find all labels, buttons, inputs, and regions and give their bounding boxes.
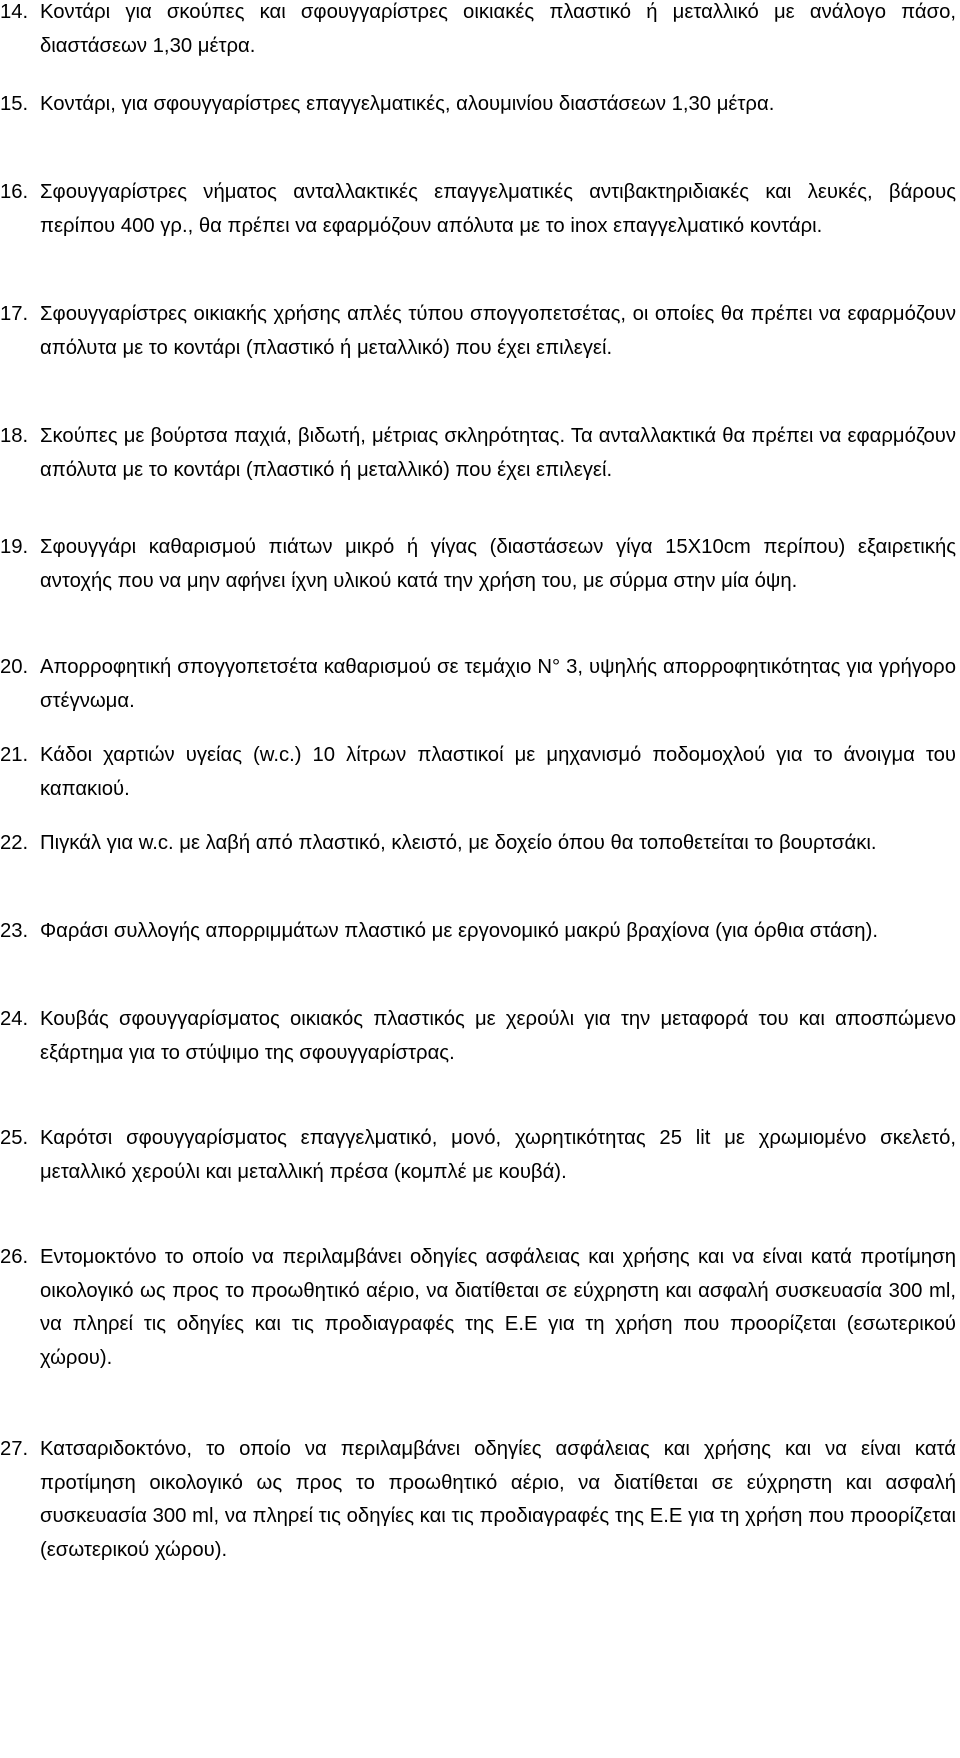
- item-number: 21.: [0, 744, 29, 766]
- list-item: [0, 1433, 956, 1567]
- list-item: [0, 1241, 956, 1375]
- item-number: 15.: [0, 93, 29, 115]
- item-text: Κοντάρι, για σφουγγαρίστρες επαγγελματικές, αλουμινίου διαστάσεων 1,30 μέτρα.: [40, 93, 775, 115]
- item-text: Κουβάς σφουγγαρίσματος οικιακός πλαστικός με χερούλι για την μεταφορά του και αποσπώμενο εξάρτημα για το στύψιμο της σφουγγαρίστρας.: [40, 1008, 956, 1064]
- list-item: [0, 739, 956, 806]
- list-item: [0, 1122, 956, 1189]
- list-item: [0, 651, 956, 718]
- item-number: 23.: [0, 920, 29, 942]
- item-number: 14.: [0, 1, 29, 23]
- item-number: 24.: [0, 1008, 29, 1030]
- item-number: 18.: [0, 425, 29, 447]
- item-text: Σφουγγάρι καθαρισμού πιάτων μικρό ή γίγας (διαστάσεων γίγα 15Χ10cm περίπου) εξαιρετικής αντοχής που να μην αφήνει ίχνη υλικού κατά την χρήση του, με σύρμα στην μία όψη.: [40, 536, 956, 592]
- list-item: [0, 531, 956, 598]
- item-number: 27.: [0, 1438, 29, 1460]
- item-text: Φαράσι συλλογής απορριμμάτων πλαστικό με εργονομικό μακρύ βραχίονα (για όρθια στάση).: [40, 920, 878, 942]
- list-item: [0, 0, 956, 63]
- list-item: [0, 420, 956, 487]
- item-text: Σφουγγαρίστρες οικιακής χρήσης απλές τύπου σπογγοπετσέτας, οι οποίες θα πρέπει να εφαρμόζουν απόλυτα με το κοντάρι (πλαστικό ή μεταλλικό) που έχει επιλεγεί.: [40, 303, 956, 359]
- list-item: [0, 915, 956, 949]
- item-text: Σκούπες με βούρτσα παχιά, βιδωτή, μέτριας σκληρότητας. Τα ανταλλακτικά θα πρέπει να εφαρμόζουν απόλυτα με το κοντάρι (πλαστικό ή μεταλλικό) που έχει επιλεγεί.: [40, 425, 956, 481]
- item-number: 25.: [0, 1127, 29, 1149]
- item-text: Σφουγγαρίστρες νήματος ανταλλακτικές επαγγελματικές αντιβακτηριδιακές και λευκές, βάρους περίπου 400 γρ., θα πρέπει να εφαρμόζουν απόλυτα με το inox επαγγελματικό κοντάρι.: [40, 181, 956, 237]
- item-number: 19.: [0, 536, 29, 558]
- item-text: Κοντάρι για σκούπες και σφουγγαρίστρες οικιακές πλαστικό ή μεταλλικό με ανάλογο πάσο, διαστάσεων 1,30 μέτρα.: [40, 1, 956, 57]
- item-text: Κατσαριδοκτόνο, το οποίο να περιλαμβάνει οδηγίες ασφάλειας και χρήσης και να είναι κατά προτίμηση οικολογικό ως προς το προωθητικό αέριο, να διατίθεται σε εύχρηστη και ασφαλή συσκευασία 300 ml, να πληρεί τις οδηγίες και τις προδιαγραφές της Ε.Ε για τη χρήση που προορίζεται (εσωτερικού χώρου).: [40, 1438, 956, 1561]
- list-item: [0, 176, 956, 243]
- item-number: 20.: [0, 656, 29, 678]
- list-item: [0, 298, 956, 365]
- list-item: [0, 827, 956, 861]
- item-number: 26.: [0, 1246, 29, 1268]
- item-number: 16.: [0, 181, 29, 203]
- list-item: [0, 88, 956, 122]
- item-text: Εντομοκτόνο το οποίο να περιλαμβάνει οδηγίες ασφάλειας και χρήσης και να είναι κατά προτίμηση οικολογικό ως προς το προωθητικό αέριο, να διατίθεται σε εύχρηστη και ασφαλή συσκευασία 300 ml, να πληρεί τις οδηγίες και τις προδιαγραφές της Ε.Ε για τη χρήση που προορίζεται (εσωτερικού χώρου).: [40, 1246, 956, 1369]
- item-text: Πιγκάλ για w.c. με λαβή από πλαστικό, κλειστό, με δοχείο όπου θα τοποθετείται το βουρτσάκι.: [40, 832, 877, 854]
- item-text: Απορροφητική σπογγοπετσέτα καθαρισμού σε τεμάχιο Ν° 3, υψηλής απορροφητικότητας για γρήγορο στέγνωμα.: [40, 656, 956, 712]
- list-item: [0, 1003, 956, 1070]
- item-text: Κάδοι χαρτιών υγείας (w.c.) 10 λίτρων πλαστικοί με μηχανισμό ποδομοχλού για το άνοιγμα του καπακιού.: [40, 744, 956, 800]
- item-text: Καρότσι σφουγγαρίσματος επαγγελματικό, μονό, χωρητικότητας 25 lit με χρωμιομένο σκελετό, μεταλλικό χερούλι και μεταλλική πρέσα (κομπλέ με κουβά).: [40, 1127, 956, 1183]
- item-number: 22.: [0, 832, 29, 854]
- item-number: 17.: [0, 303, 29, 325]
